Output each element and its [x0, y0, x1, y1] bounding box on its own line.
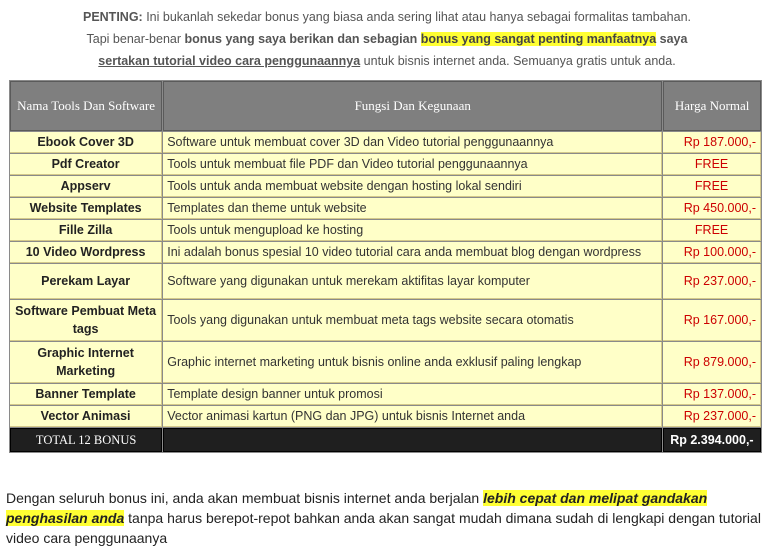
total-value: Rp 2.394.000,- — [663, 428, 761, 452]
intro-paragraph — [0, 6, 774, 72]
bonus-table — [9, 80, 762, 453]
table-row — [10, 220, 761, 241]
table-row — [10, 342, 761, 383]
row-name: Ebook Cover 3D — [10, 132, 162, 153]
row-desc: Vector animasi kartun (PNG dan JPG) untuk bisnis Internet anda — [163, 406, 662, 427]
row-desc: Tools untuk mengupload ke hosting — [163, 220, 662, 241]
table-row — [10, 264, 761, 299]
row-price: Rp 187.000,- — [663, 132, 761, 153]
header-price: Harga Normal — [663, 81, 761, 131]
total-spacer — [163, 428, 662, 452]
total-label: TOTAL 12 BONUS — [10, 428, 162, 452]
header-function: Fungsi Dan Kegunaan — [163, 81, 662, 131]
intro-line-1 — [0, 6, 774, 28]
row-name: Vector Animasi — [10, 406, 162, 427]
table-row — [10, 406, 761, 427]
table-row — [10, 198, 761, 219]
row-desc: Software yang digunakan untuk merekam aktifitas layar komputer — [163, 264, 662, 299]
row-price: FREE — [663, 176, 761, 197]
table-row — [10, 300, 761, 341]
outro-part-1: Dengan seluruh bonus ini, anda akan membuat bisnis internet anda berjalan — [6, 490, 480, 506]
row-name: 10 Video Wordpress — [10, 242, 162, 263]
outro-paragraph — [6, 488, 766, 548]
row-name: Banner Template — [10, 384, 162, 405]
intro-line-2-b: bonus yang saya berikan dan sebagian — [184, 32, 418, 46]
row-price: Rp 879.000,- — [663, 342, 761, 383]
outro-part-2: tanpa harus berepot-repot bahkan anda akan sangat mudah dimana sudah di lengkapi dengan tutorial video cara penggunaanya — [6, 510, 761, 546]
row-desc: Tools untuk anda membuat website dengan hosting lokal sendiri — [163, 176, 662, 197]
intro-line-2 — [0, 28, 774, 50]
row-price: Rp 100.000,- — [663, 242, 761, 263]
row-name: Appserv — [10, 176, 162, 197]
table-row — [10, 384, 761, 405]
row-price: Rp 167.000,- — [663, 300, 761, 341]
row-desc: Graphic internet marketing untuk bisnis online anda exklusif paling lengkap — [163, 342, 662, 383]
row-name: Fille Zilla — [10, 220, 162, 241]
table-row — [10, 132, 761, 153]
row-desc: Software untuk membuat cover 3D dan Video tutorial penggunaannya — [163, 132, 662, 153]
table-row — [10, 154, 761, 175]
row-desc: Template design banner untuk promosi — [163, 384, 662, 405]
intro-line-2-a: Tapi benar-benar — [86, 32, 182, 46]
header-name: Nama Tools Dan Software — [10, 81, 162, 131]
row-desc: Ini adalah bonus spesial 10 video tutorial cara anda membuat blog dengan wordpress — [163, 242, 662, 263]
table-header-row — [10, 81, 761, 131]
intro-line-1-text: Ini bukanlah sekedar bonus yang biasa anda sering lihat atau hanya sebagai formalitas tambahan. — [146, 10, 692, 24]
intro-line-3 — [0, 50, 774, 72]
total-row — [10, 428, 761, 452]
row-price: FREE — [663, 154, 761, 175]
intro-underline: sertakan tutorial video cara penggunaannya — [98, 54, 361, 68]
intro-highlight: bonus yang sangat penting manfaatnya — [420, 32, 657, 46]
table-row — [10, 242, 761, 263]
row-desc: Tools untuk membuat file PDF dan Video tutorial penggunaannya — [163, 154, 662, 175]
intro-line-3-rest: untuk bisnis internet anda. Semuanya gratis untuk anda. — [363, 54, 676, 68]
intro-line-2-c: saya — [659, 32, 688, 46]
row-price: Rp 237.000,- — [663, 406, 761, 427]
outro-highlight: lebih cepat dan melipat gandakan penghasilan anda — [6, 490, 708, 526]
row-price: Rp 450.000,- — [663, 198, 761, 219]
row-name: Software Pembuat Meta tags — [10, 300, 162, 341]
table-row — [10, 176, 761, 197]
row-name: Perekam Layar — [10, 264, 162, 299]
row-name: Pdf Creator — [10, 154, 162, 175]
row-price: FREE — [663, 220, 761, 241]
row-desc: Tools yang digunakan untuk membuat meta tags website secara otomatis — [163, 300, 662, 341]
row-price: Rp 237.000,- — [663, 264, 761, 299]
row-price: Rp 137.000,- — [663, 384, 761, 405]
row-name: Website Templates — [10, 198, 162, 219]
row-desc: Templates dan theme untuk website — [163, 198, 662, 219]
row-name: Graphic Internet Marketing — [10, 342, 162, 383]
penting-label: PENTING: — [82, 10, 143, 24]
